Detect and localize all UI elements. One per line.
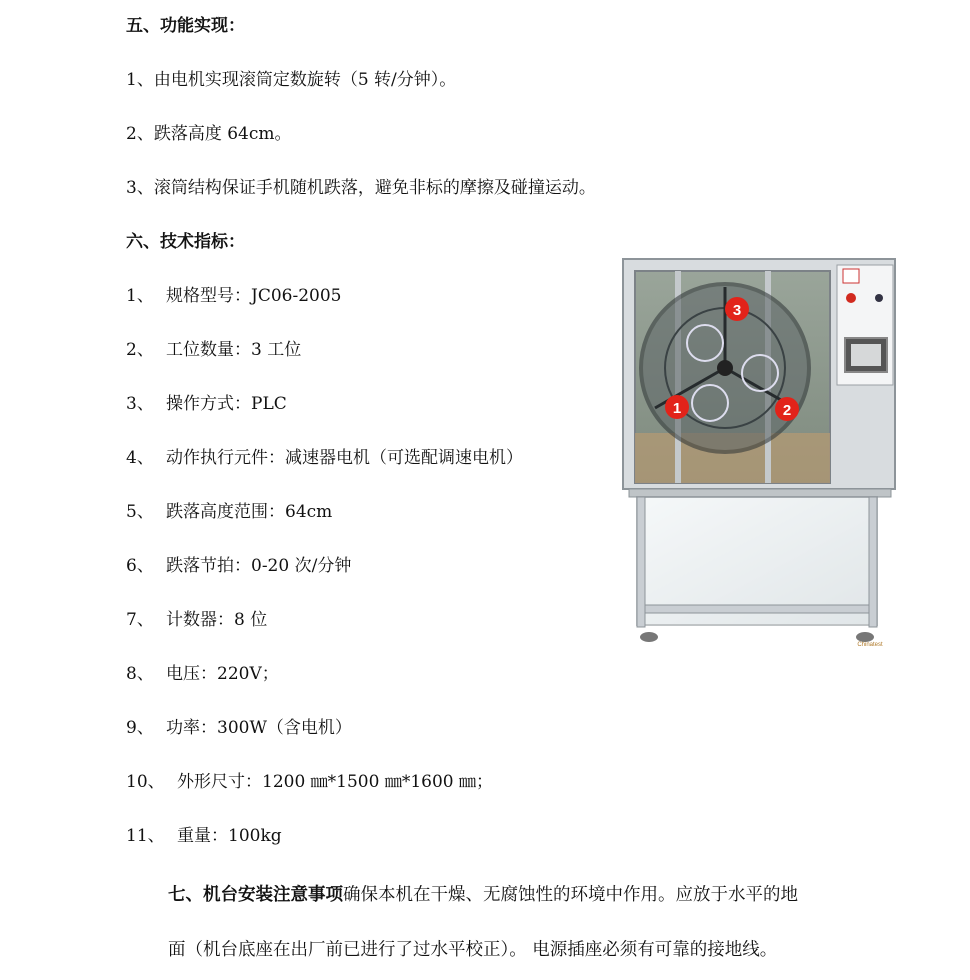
spec-item (126, 285, 341, 307)
emergency-stop (846, 293, 856, 303)
spec-number: 5、 (126, 502, 154, 522)
spec-value: 1200 ㎜*1500 ㎜*1600 ㎜； (262, 772, 494, 792)
section5-heading: 五、功能实现： (126, 16, 245, 36)
drop-tester-photo (615, 253, 897, 648)
item-number: 1、 (126, 70, 154, 90)
spec-label: 跌落节拍： (166, 556, 251, 576)
item-number: 2、 (126, 124, 154, 144)
spec-label: 电压： (166, 664, 217, 684)
item-text: 由电机实现滚筒定数旋转（5 转/分钟）。 (153, 70, 457, 90)
section6-heading: 六、技术指标： (126, 232, 245, 252)
spec-item (126, 393, 287, 415)
spec-item (126, 501, 332, 523)
spec-number: 9、 (126, 718, 154, 738)
item-number: 3、 (126, 178, 154, 198)
svg-text:1: 1 (672, 400, 682, 417)
spec-value: PLC (251, 394, 287, 414)
spec-value: 100kg (228, 826, 282, 846)
spec-item (126, 339, 301, 361)
spec-number: 3、 (126, 394, 154, 414)
spec-item (126, 717, 352, 739)
section5-item (126, 69, 456, 91)
spec-item (126, 609, 267, 631)
spec-number: 1、 (126, 286, 154, 306)
item-text: 滚筒结构保证手机随机跌落，避免非标的摩擦及碰撞运动。 (153, 178, 596, 198)
spec-value: 300W（含电机） (217, 718, 352, 738)
svg-text:3: 3 (732, 302, 742, 319)
power-switch (875, 294, 883, 302)
spec-value: 8 位 (234, 610, 268, 630)
spec-value: JC06-2005 (251, 286, 342, 306)
item-text: 跌落高度 64cm。 (153, 124, 292, 144)
spec-item (126, 825, 282, 847)
spec-number: 7、 (126, 610, 154, 630)
spec-number: 11、 (126, 826, 165, 846)
spec-item (126, 555, 351, 577)
spec-label: 操作方式： (166, 394, 251, 414)
spec-value: 64cm (285, 502, 333, 522)
spec-number: 8、 (126, 664, 154, 684)
spec-value: 减速器电机（可选配调速电机） (285, 448, 523, 468)
spec-label: 重量： (177, 826, 228, 846)
spec-number: 6、 (126, 556, 154, 576)
spec-label: 外形尺寸： (177, 772, 262, 792)
spec-value: 0-20 次/分钟 (251, 556, 352, 576)
spec-number: 2、 (126, 340, 154, 360)
spec-label: 功率： (166, 718, 217, 738)
spec-value: 3 工位 (251, 340, 302, 360)
spec-number: 10、 (126, 772, 165, 792)
section5-item (126, 123, 292, 145)
watermark: Chinatest (857, 642, 883, 648)
section7-line1 (168, 884, 798, 906)
spec-label: 规格型号： (166, 286, 251, 306)
spec-item (126, 771, 493, 793)
spec-label: 工位数量： (166, 340, 251, 360)
section7-line2: 面（机台底座在出厂前已进行了过水平校正）。 电源插座必须有可靠的接地线。 (168, 940, 778, 960)
section5-item (126, 177, 596, 199)
spec-label: 计数器： (166, 610, 234, 630)
spec-label: 动作执行元件： (166, 448, 285, 468)
spec-value: 220V； (217, 664, 279, 684)
svg-text:2: 2 (782, 402, 792, 419)
spec-label: 跌落高度范围： (166, 502, 285, 522)
spec-number: 4、 (126, 448, 154, 468)
section7-heading: 七、机台安装注意事项 (168, 885, 343, 905)
spec-item (126, 447, 523, 469)
section7-text: 确保本机在干燥、无腐蚀性的环境中作用。应放于水平的地 (343, 885, 798, 905)
spec-item (126, 663, 279, 685)
